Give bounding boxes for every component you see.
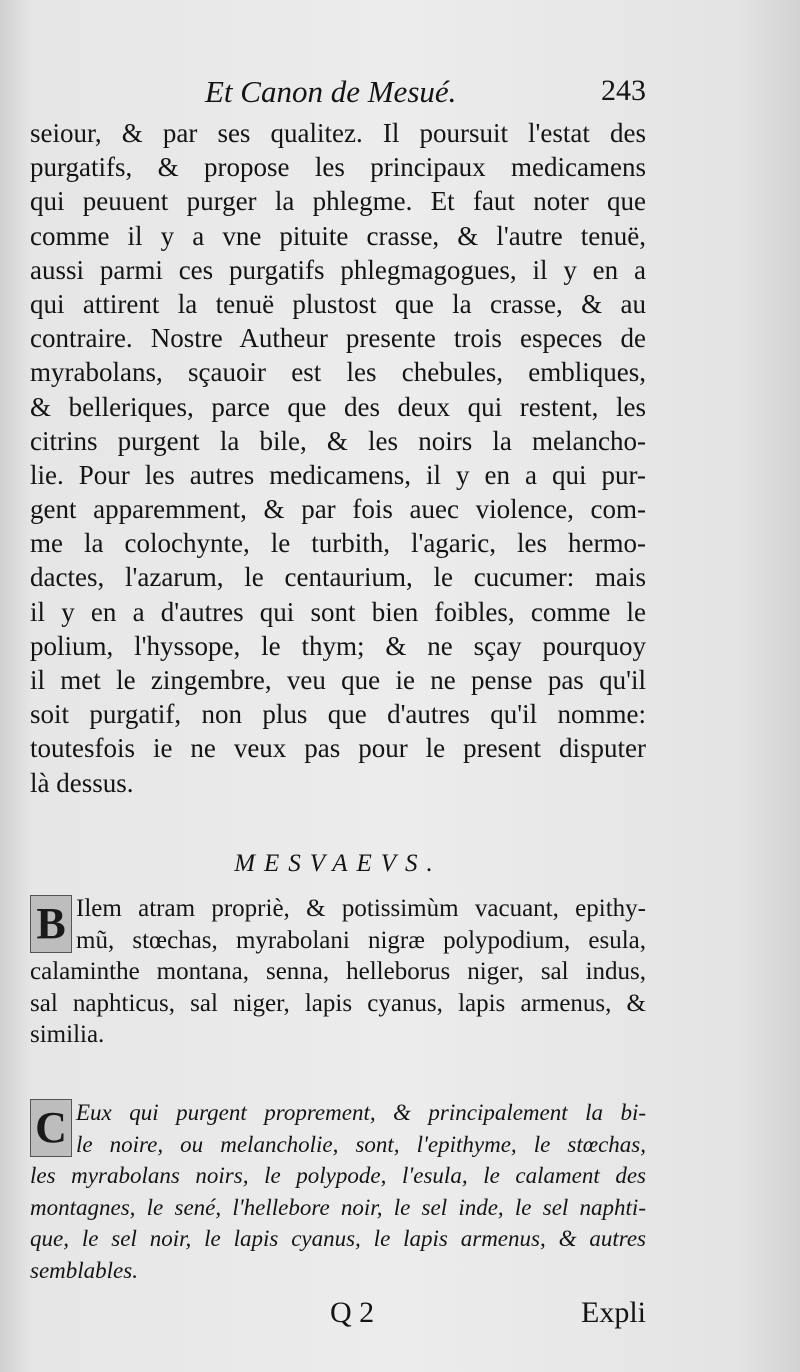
french-translation-block <box>30 1097 646 1287</box>
text-line: purgatifs, & propose les principaux medicamens <box>30 152 646 183</box>
text-line: contraire. Nostre Autheur presente trois especes de <box>30 323 646 354</box>
text-line: myrabolans, sçauoir est les chebules, embliques, <box>30 357 646 388</box>
text-line: que, le sel noir, le lapis cyanus, le lapis armenus, & autres <box>30 1226 646 1252</box>
drop-cap-initial: B <box>30 895 72 953</box>
text-line: toutesfois ie ne veux pas pour le present disputer <box>30 733 646 764</box>
page-number: 243 <box>601 74 646 107</box>
text-line: les myrabolans noirs, le polypode, l'esula, le calament des <box>30 1163 646 1189</box>
text-line: il met le zingembre, veu que ie ne pense pas qu'il <box>30 665 646 695</box>
text-line: calaminthe montana, senna, helleborus niger, sal indus, <box>30 958 646 986</box>
text-line: soit purgatif, non plus que d'autres qu'il nomme: <box>30 699 646 730</box>
text-line: il y en a d'autres qui sont bien foibles, comme le <box>30 596 646 627</box>
drop-cap-initial: C <box>30 1099 72 1157</box>
text-line: polium, l'hyssope, le thym; & ne sçay pourquoy <box>30 630 646 661</box>
text-line: & belleriques, parce que des deux qui restent, les <box>30 391 646 422</box>
text-line: me la colochynte, le turbith, l'agaric, les hermo- <box>30 528 646 559</box>
running-head <box>30 74 646 114</box>
signature-mark: Q 2 <box>330 1296 375 1329</box>
text-line: qui peuuent purger la phlegme. Et faut noter que <box>30 186 646 217</box>
text-line: sal naphticus, sal niger, lapis cyanus, lapis armenus, & <box>30 989 646 1017</box>
text-line: semblables. <box>30 1257 138 1283</box>
text-line: Eux qui purgent proprement, & principalement la bi- <box>76 1100 646 1125</box>
text-line: citrins purgent la bile, & les noirs la melancho- <box>30 425 646 456</box>
text-line: lie. Pour les autres medicamens, il y en a qui pur- <box>30 459 646 490</box>
running-title: Et Canon de Mesué. <box>205 74 457 109</box>
text-line: là dessus. <box>30 767 134 798</box>
text-line: le noire, ou melancholie, sont, l'epithyme, le stœchas, <box>76 1131 646 1157</box>
text-line: Ilem atram propriè, & potissimùm vacuant, epithy- <box>76 895 646 922</box>
commentary-text <box>30 116 646 800</box>
text-line: dactes, l'azarum, le centaurium, le cucumer: mais <box>30 562 646 593</box>
text-line: seiour, & par ses qualitez. Il poursuit l'estat des <box>30 118 646 148</box>
text-line: mũ, stœchas, myrabolani nigræ polypodium, esula, <box>76 926 646 954</box>
text-line: similia. <box>30 1021 105 1049</box>
section-heading: MESVAEVS. <box>234 850 442 877</box>
text-line: qui attirent la tenuë plustost que la crasse, & au <box>30 288 646 319</box>
text-line: gent apparemment, & par fois auec violence, com- <box>30 494 646 525</box>
text-line: comme il y a vne pituite crasse, & l'autre tenuë, <box>30 220 646 251</box>
text-line: montagnes, le sené, l'hellebore noir, le sel inde, le sel naphti- <box>30 1194 646 1220</box>
text-line: aussi parmi ces purgatifs phlegmagogues, il y en a <box>30 254 646 285</box>
latin-text-block <box>30 893 646 1051</box>
catchword: Expli <box>581 1296 646 1329</box>
